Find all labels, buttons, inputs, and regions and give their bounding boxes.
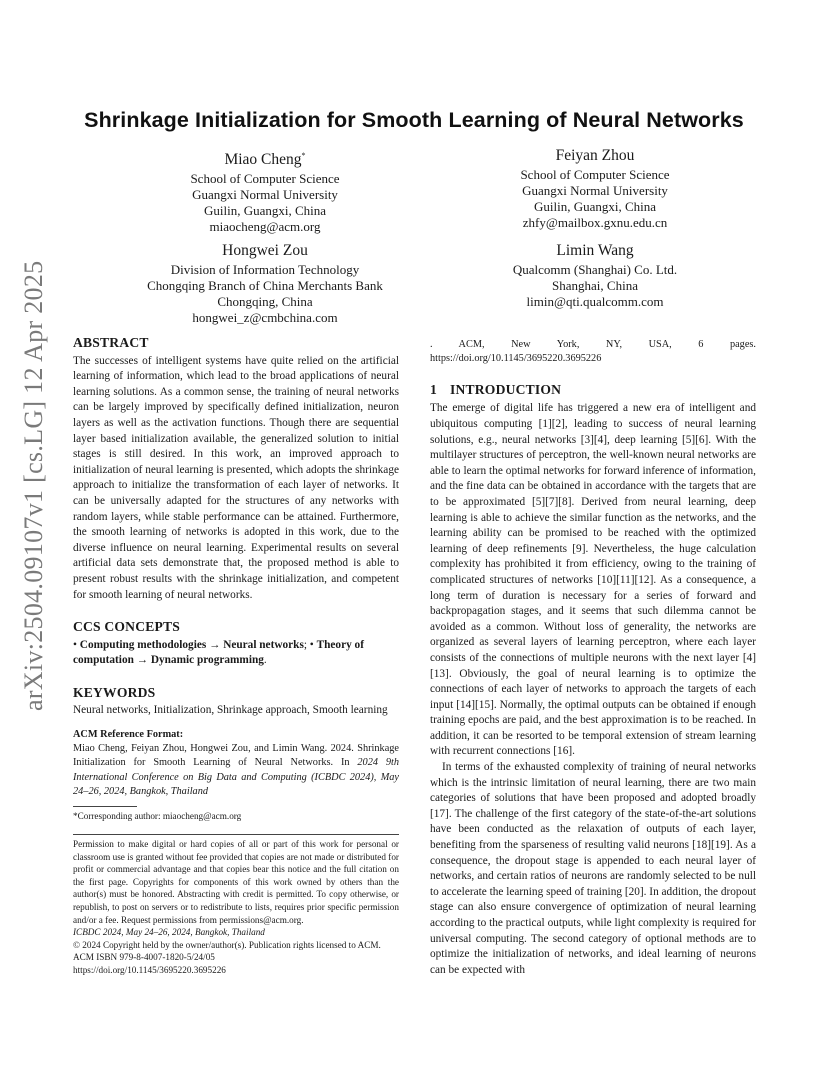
author-affiliation: Guangxi Normal University [192,187,338,203]
keywords-text: Neural networks, Initialization, Shrinkage approach, Smooth learning [73,704,388,717]
conference-line: ICBDC 2024, May 24–26, 2024, Bangkok, Thailand [73,927,265,938]
abstract-text: The successes of intelligent systems have quite relied on the artificial learning of information, which lead to the broad applications of neural learning solutions. As a common sense, the training of neural networks can be largely improved by specifically defined initialization, neuron layers as well as the activation functions. Though there are sequential layer based initialization available, the generalized solution to initial stages is still desired. In this work, an improved approach to initialization of neural learning is presented, which adopts the shrinkage approach to initialize the transformation of each layer of networks. It can be universally adapted for the structures of any networks with random layers, while stable performance can be attained. Furthermore, the smooth learning of networks is adopted in this work, due to the diverse influence on neural learning. Experimental results on several artificial data sets demonstrate that, the proposed method is able to present robust results with the shrinkage initialization, and competent for smooth learning of neural networks. [73,354,399,601]
author-affiliation: School of Computer Science [520,167,670,182]
author-name: Hongwei Zou [222,242,308,259]
abstract-heading: ABSTRACT [73,335,149,350]
author-affiliation: School of Computer Science [190,171,340,187]
author-affiliation: Chongqing Branch of China Merchants Bank [147,278,383,293]
author-block-3 [100,241,430,326]
acm-reference-text: Miao Cheng, Feiyan Zhou, Hongwei Zou, and Limin Wang. 2024. Shrinkage Initialization for Smooth Learning of Neural Networks. In 2024 9th International Conference on Big Data and Computing (ICBDC 2024), May 24–26, 2024, Bangkok, Thailand [73,743,400,798]
author-email[interactable]: miaocheng@acm.org [209,219,321,235]
author-location: Shanghai, China [552,278,638,293]
author-block-2 [465,146,725,231]
right-column [430,338,756,978]
author-name: Miao Cheng [224,151,302,169]
footnote-rule [73,806,137,807]
permission-rule [73,834,399,835]
acm-reference-heading: ACM Reference Format: [73,729,184,741]
acm-reference-continued: . ACM, New York, NY, USA, 6 pages. https://doi.org/10.1145/3695220.3695226 [430,339,756,365]
author-email[interactable]: hongwei_z@cmbchina.com [192,310,338,325]
ccs-concepts: • Computing methodologies → Neural networks; • Theory of computation → Dynamic programming. [73,638,364,667]
author-location: Guilin, Guangxi, China [533,199,657,214]
author-affiliation: Qualcomm (Shanghai) Co. Ltd. [512,262,678,277]
author-block-4 [465,241,725,310]
corresponding-footnote: *Corresponding author: miaocheng@acm.org [73,811,242,821]
author-email[interactable]: limin@qti.qualcomm.com [526,294,664,309]
isbn-line: ACM ISBN 979-8-4007-1820-5/24/05 [73,952,215,963]
doi-link[interactable]: https://doi.org/10.1145/3695220.3695226 [73,964,226,975]
left-column [73,335,399,800]
permission-block [73,838,399,977]
intro-paragraph-2: In terms of the exhausted complexity of training of neural networks which is the intrinsic limitation of neural learning, there are two main categories of solutions that have been proposed and adopted broadly [17]. The challenge of the first category of the state-of-the-art solutions have been conducted as the relaxation of outputs of each layer, benefiting from the sparseness of resulting valid neurons [18][19]. As a consequence, the dropout stage is appended to each neural layer of networks, and certain ratios of neurons are randomly selected to be null to accelerate the learning speed of training [20]. In addition, the dropout stage can also ensure convergence of optimization of neural learning according to the practical outputs, while light complexity is required for universal computing. The second category of optional methods are to optimize the initialization of networks, and ideal learning of neurons can be expected with [430,761,756,976]
arxiv-identifier: arXiv:2504.09107v1 [cs.LG] 12 Apr 2025 [19,260,48,711]
author-affiliation: Division of Information Technology [170,262,360,277]
author-location: Chongqing, China [217,294,313,309]
author-email[interactable]: zhfy@mailbox.gxnu.edu.cn [522,215,668,230]
author-name: Limin Wang [556,242,634,259]
ccs-item: Computing methodologies → Neural networks [79,638,304,651]
intro-paragraph-1: The emerge of digital life has triggered a new era of intelligent and ubiquitous computing [1][2], leading to success of neural learning solutions, e.g., neural networks [3][4], deep learning [5][6]. With the multilayer structures of perceptron, the well-known neural networks are able to learn the optimal networks for forward inference of information, and the fine data can be obtained in accordance with the targets that are to be approximated [5][7][8]. Derived from neural learning, deep learning is able to achieve the similar function as the networks, and the learning ability can be promised to be reached with the optimized learning of deep refinements [9]. Nevertheless, the huge calculation complexity has prohibited it from efficiency, owing to the training of complicated structures of networks [10][11][12]. As a consequence, a long term of duration is necessary for a series of forward and backpropagation stages, and it seems that such dilemma cannot be avoided as a common. Without loss of generality, the networks are organized as several layers of learning perceptron, where each layer consists of the connections of multiple neurons with the next layer [4][13]. Obviously, the goal of neural learning is to optimize the connections of each layer of networks to approach the targets of each input [14][15]. Normally, the optimal outputs can be obtained if enough training epochs are paid, and the best approximation is to be reached. In addition, it can be resorted to be temporal extension of stream learning with recurrent connections [16]. [430,402,756,758]
paper-title: Shrinkage Initialization for Smooth Learning of Neural Networks [84,108,744,132]
keywords-heading: KEYWORDS [73,684,156,700]
author-name: Feiyan Zhou [555,147,635,164]
introduction-heading: 1 INTRODUCTION [430,381,562,397]
permission-text: Permission to make digital or hard copies of all or part of this work for personal or classroom use is granted without fee provided that copies are not made or distributed for profit or commercial advantage and that copies bear this notice and the full citation on the first page. Copyrights for components of this work owned by others than the author(s) must be honored. Abstracting with credit is permitted. To copy otherwise, or republish, to post on servers or to redistribute to lists, requires prior specific permission and/or a fee. Request permissions from permissions@acm.org. [73,839,399,925]
author-block-1 [150,146,380,235]
copyright-line: © 2024 Copyright held by the owner/author(s). Publication rights licensed to ACM. [73,939,381,950]
author-affiliation: Guangxi Normal University [522,183,668,198]
corresponding-mark: * [301,151,306,160]
author-location: Guilin, Guangxi, China [203,203,327,219]
ccs-heading: CCS CONCEPTS [73,619,181,635]
ccs-item: Theory of computation → Dynamic programming [73,638,364,667]
